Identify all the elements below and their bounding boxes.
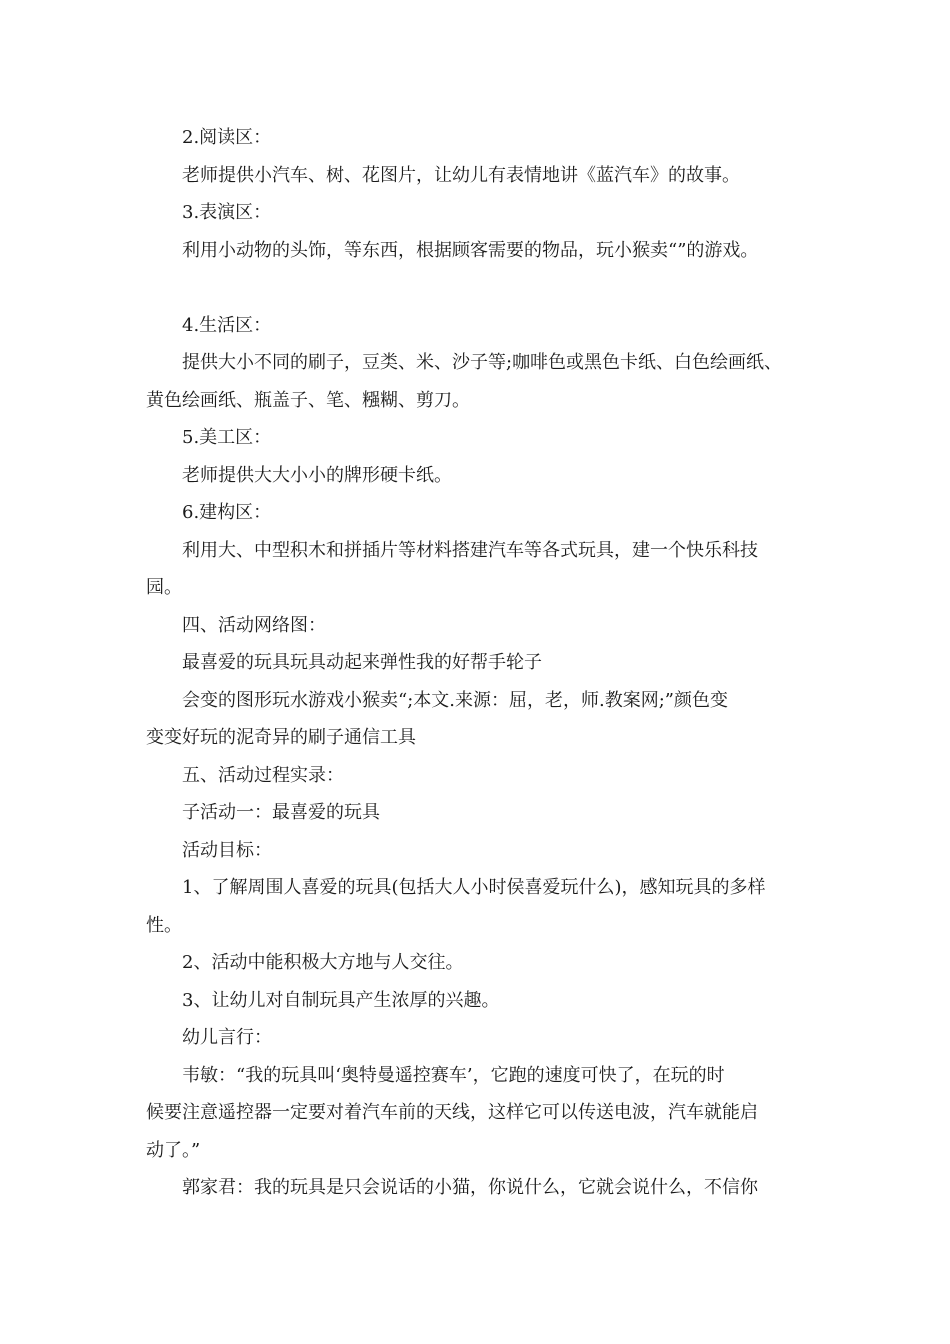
paragraph-line: 老师提供大大小小的牌形硬卡纸。 <box>182 465 452 486</box>
heading-life-area: 4.生活区： <box>182 315 272 336</box>
paragraph-line: 候要注意遥控器一定要对着汽车前的天线，这样它可以传送电波，汽车就能启 <box>146 1102 758 1123</box>
heading-activity-record: 五、活动过程实录： <box>182 765 344 786</box>
heading-activity-network: 四、活动网络图： <box>182 615 326 636</box>
subheading-sub-activity: 子活动一：最喜爱的玩具 <box>182 802 380 823</box>
paragraph-line: 提供大小不同的刷子，豆类、米、沙子等;咖啡色或黑色卡纸、白色绘画纸、 <box>182 352 783 373</box>
paragraph-line: 利用大、中型积木和拼插片等材料搭建汽车等各式玩具，建一个快乐科技 <box>182 540 758 561</box>
paragraph-line: 利用小动物的头饰，等东西，根据顾客需要的物品，玩小猴卖“”的游戏。 <box>182 240 759 261</box>
paragraph-line: 会变的图形玩水游戏小猴卖“;本文.来源：屈，老，师.教案网;”颜色变 <box>182 690 728 711</box>
paragraph-line: 园。 <box>146 577 182 598</box>
paragraph-line: 动了。” <box>146 1140 201 1161</box>
heading-reading-area: 2.阅读区： <box>182 127 272 148</box>
heading-construction-area: 6.建构区： <box>182 502 272 523</box>
paragraph-line: 郭家君：我的玩具是只会说话的小猫，你说什么，它就会说什么，不信你 <box>182 1177 758 1198</box>
heading-performance-area: 3.表演区： <box>182 202 272 223</box>
paragraph-line: 老师提供小汽车、树、花图片，让幼儿有表情地讲《蓝汽车》的故事。 <box>182 165 740 186</box>
list-item-continuation: 性。 <box>146 915 182 936</box>
heading-art-area: 5.美工区： <box>182 427 272 448</box>
list-item: 3、让幼儿对自制玩具产生浓厚的兴趣。 <box>182 990 500 1011</box>
paragraph-line: 韦敏：“我的玩具叫‘奥特曼遥控赛车’，它跑的速度可快了，在玩的时 <box>182 1065 725 1086</box>
paragraph-line: 变变好玩的泥奇异的刷子通信工具 <box>146 727 416 748</box>
list-item: 1、了解周围人喜爱的玩具(包括大人小时侯喜爱玩什么)，感知玩具的多样 <box>182 877 766 898</box>
list-item: 2、活动中能积极大方地与人交往。 <box>182 952 464 973</box>
paragraph-line: 黄色绘画纸、瓶盖子、笔、糨糊、剪刀。 <box>146 390 470 411</box>
subheading-activity-goals: 活动目标： <box>182 840 272 861</box>
subheading-children-words: 幼儿言行： <box>182 1027 272 1048</box>
paragraph-line: 最喜爱的玩具玩具动起来弹性我的好帮手轮子 <box>182 652 542 673</box>
